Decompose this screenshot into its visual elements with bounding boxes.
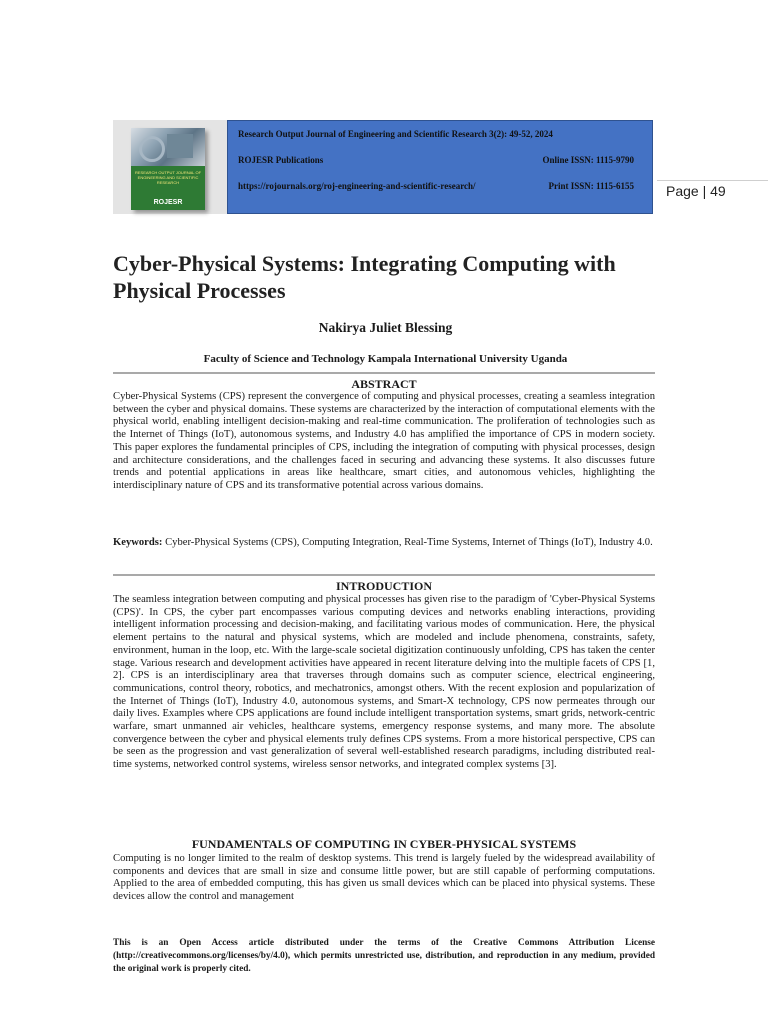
cover-brand: ROJESR bbox=[153, 199, 183, 206]
cover-title: RESEARCH OUTPUT JOURNAL OF ENGINEERING AND SCIENTIFIC RESEARCH bbox=[135, 170, 202, 185]
keywords-text: Cyber-Physical Systems (CPS), Computing Integration, Real-Time Systems, Internet of Things (IoT), Industry 4.0. bbox=[165, 537, 653, 548]
keywords-label: Keywords: bbox=[113, 537, 163, 548]
keywords-paragraph bbox=[113, 537, 655, 550]
journal-cover-image bbox=[113, 120, 227, 214]
introduction-heading: INTRODUCTION bbox=[335, 579, 432, 593]
publisher-name: ROJESR Publications bbox=[238, 155, 324, 165]
paper-title: Cyber-Physical Systems: Integrating Computing with Physical Processes bbox=[113, 251, 616, 303]
author-affiliation: Faculty of Science and Technology Kampala International University Uganda bbox=[203, 353, 568, 365]
paper-author: Nakirya Juliet Blessing bbox=[318, 320, 453, 335]
license-footer: This is an Open Access article distributed under the terms of the Creative Commons Attribution License (http://creativecommons.org/licenses/by/4.0), which permits unrestricted use, distribution, and reproduction in any medium, provided the original work is properly cited. bbox=[113, 938, 655, 974]
fundamentals-heading: FUNDAMENTALS OF COMPUTING IN CYBER-PHYSICAL SYSTEMS bbox=[191, 837, 577, 851]
online-issn: Online ISSN: 1115-9790 bbox=[542, 155, 634, 165]
print-issn: Print ISSN: 1115-6155 bbox=[548, 181, 634, 191]
abstract-top-rule bbox=[113, 372, 655, 374]
fundamentals-text: Computing is no longer limited to the realm of desktop systems. This trend is largely fueled by the widespread availability of components and devices that are small in size and consume little power, but are still capable of performing computations. Applied to the area of embedded computing, this has given us small devices which can be placed into physical systems. These devices allow the control and management bbox=[113, 853, 655, 903]
journal-cover-book bbox=[131, 128, 205, 210]
page-number-rule bbox=[657, 180, 768, 181]
publisher-issn-line bbox=[238, 155, 634, 165]
url-issn-line bbox=[238, 181, 634, 191]
abstract-heading: ABSTRACT bbox=[351, 377, 417, 391]
introduction-text: The seamless integration between computing and physical processes has given rise to the paradigm of 'Cyber-Physical Systems (CPS)'. In CPS, the cyber part encompasses various computing devices and networks enabling interactions, providing intelligent information processing and decision-making, and facilitating various modes of communication. Here, the physical element pertains to the natural and physical systems, which are modeled and include phenomena, constraints, safety, environment, human in the loop, etc. With the large-scale societal digitization continuously unfolding, CPS has taken the center stage. Various research and development activities have appeared in recent literature delving into the multiple facets of CPS [1, 2]. CPS is an interdisciplinary area that traverses through domains such as computer science, electrical engineering, communications, control theory, robotics, and mechatronics, amongst others. With the recent explosion and popularization of the Internet of Things (IoT), Industry 4.0, autonomous systems, and Smart-X technology, CPS now permeates through our daily lives. Examples where CPS applications are found include intelligent transportation systems, smart grids, network-centric warfare, smart unmanned air vehicles, healthcare systems, emergency response systems, and many more. The absolute convergence between the cyber and physical elements truly defines CPS systems. From a more historical perspective, CPS can be seen as the progression and vast generalization of several well-established research paradigms, including distributed real-time systems, networked control systems, wireless sensor networks, and integrated complex systems [3]. bbox=[113, 594, 655, 771]
abstract-bottom-rule bbox=[113, 574, 655, 576]
cover-photo bbox=[131, 128, 205, 166]
journal-header-box bbox=[227, 120, 653, 214]
page-number: Page | 49 bbox=[666, 183, 726, 199]
journal-citation-line: Research Output Journal of Engineering and Scientific Research 3(2): 49-52, 2024 bbox=[238, 129, 553, 139]
journal-url[interactable]: https://rojournals.org/roj-engineering-and-scientific-research/ bbox=[238, 181, 476, 191]
abstract-text: Cyber-Physical Systems (CPS) represent the convergence of computing and physical processes, creating a seamless integration between the cyber and physical domains. These systems are characterized by the interaction of computational elements with the physical world, enabling intelligent decision-making and real-time communication. The proliferation of technologies such as the Internet of Things (IoT), autonomous systems, and Industry 4.0 has amplified the importance of CPS in modern society. This paper explores the fundamental principles of CPS, including the integration of computing with physical processes, design and architecture considerations, and the challenges faced in securing and advancing these systems. It also discusses future trends and potential applications in areas like healthcare, smart cities, and autonomous vehicles, highlighting the interdisciplinary nature of CPS and its transformative potential across various domains. bbox=[113, 391, 655, 491]
